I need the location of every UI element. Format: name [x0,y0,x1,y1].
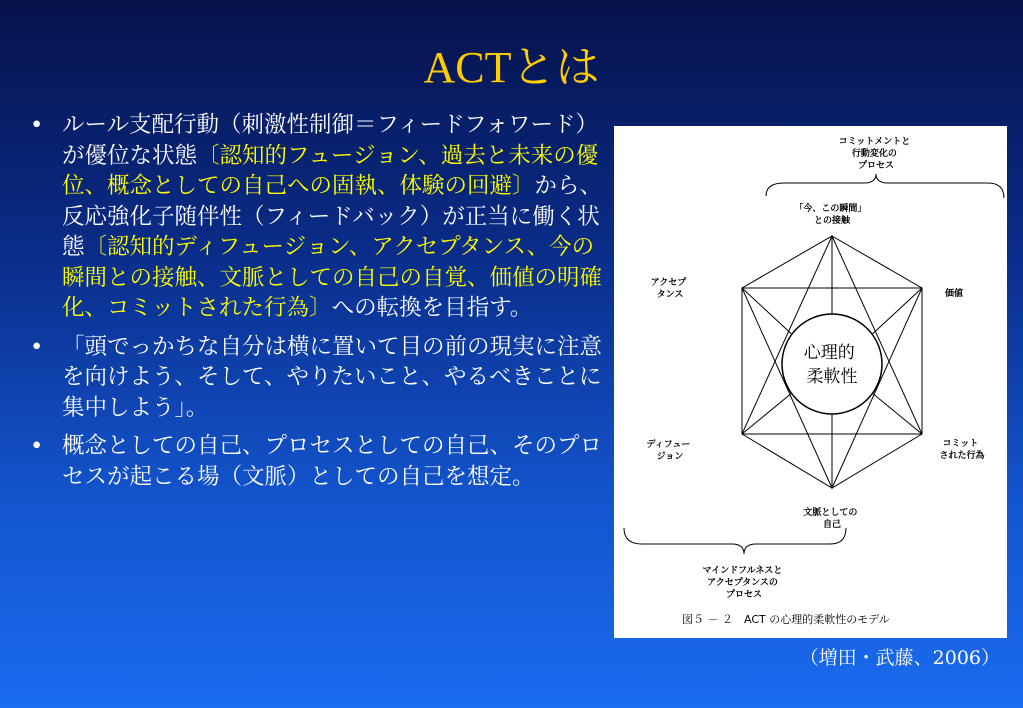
center-line-1: 心理的 [803,343,855,363]
present-line-2: との接触 [813,216,851,226]
node-defusion [647,438,694,462]
acceptance-line-2: タンス [656,290,684,300]
spoke-lower-left [742,388,798,434]
bullet-marker: • [30,112,44,138]
node-present-moment [794,202,869,226]
acceptance-line-1: アクセプ [650,278,687,288]
bullet-2-text: 「頭でっかちな自分は横に置いて目の前の現実に注意を向けよう、そして、やりたいこと、やるべきことに集中しよう」。 [62,333,603,421]
bottom-brace [624,528,846,554]
bullet-1-highlight-2: 〔認知的ディフュージョン、アクセプタンス、今の瞬間との接触、文脈としての自己の自覚、価値の明確化、コミットされた行為〕 [62,234,603,321]
bullet-list [22,110,612,500]
bottom-label-line-1: マインドフルネスと [702,566,783,576]
figure-caption: 図５ － ２ ACT の心理的柔軟性のモデル [682,613,890,626]
center-line-2: 柔軟性 [806,367,858,387]
hexaflex-figure [614,126,1007,638]
hexaflex-diagram [614,126,1007,638]
bottom-label-line-3: プロセス [725,590,763,600]
bullet-item-3 [22,431,612,492]
present-line-1: 「今、この瞬間」 [794,204,867,214]
bullet-1-highlight: 〔認知的フュージョン、過去と未来の優位、概念としての自己への固執、体験の回避〕 [62,142,599,199]
top-label-line-1: コミットメントと [838,137,911,147]
defusion-line-1: ディフュー [646,440,691,450]
bottom-brace-label [702,564,785,600]
bullet-1-mid: から、反応強化子随伴性（フィードバック）が正当に働く状態 [62,173,603,260]
spoke-upper-left [742,288,798,340]
citation: （増田・武藤、2006） [799,647,1000,669]
top-label-line-3: プロセス [857,161,895,171]
top-label-line-2: 行動変化の [851,149,897,159]
spoke-lower-right [866,388,922,434]
center-circle [782,314,882,414]
slide-title: ACTとは [423,43,600,92]
bullet-item-2 [22,332,612,424]
spoke-upper-right [866,288,922,340]
defusion-line-2: ジョン [656,452,684,462]
values-line-1: 価値 [944,289,964,299]
bullet-marker: • [30,333,44,360]
committed-line-1: コミット [942,439,979,449]
node-self-as-context [803,506,860,530]
bullet-3-text: 概念としての自己、プロセスとしての自己、そのプロセスが起こる場（文脈）としての自己を想定。 [62,433,603,490]
top-brace-label [839,136,914,171]
bullet-item-1 [22,110,612,324]
bullet-1-end: への転換を目指す。 [331,295,533,321]
node-values [944,287,963,299]
top-brace [766,174,1004,198]
committed-line-2: された行為 [939,451,985,461]
self-line-1: 文脈としての [803,508,858,518]
node-acceptance [651,276,690,300]
bullet-1-text: ルール支配行動（刺激性制御＝フィードフォワード）が優位な状態 [62,112,598,169]
bottom-label-line-2: アクセプタンスの [707,578,778,588]
node-committed-action [939,438,984,461]
self-line-2: 自己 [822,520,842,530]
bullet-marker: • [30,433,44,459]
